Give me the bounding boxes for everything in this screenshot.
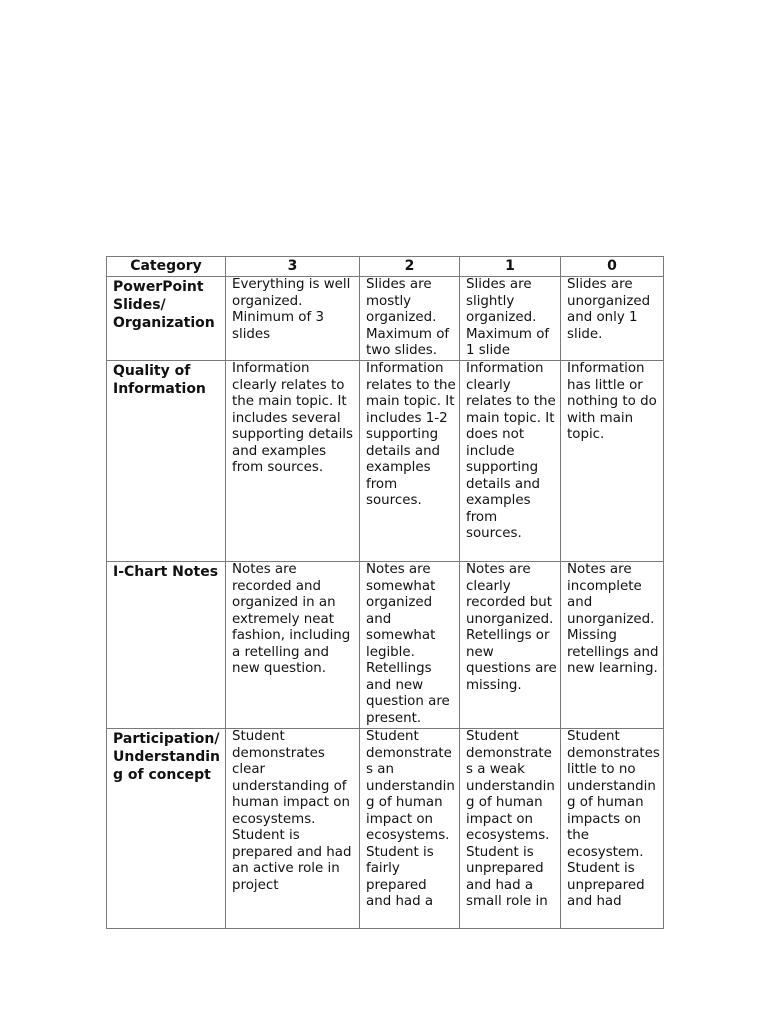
score-1-cell: Student demonstrates a weak understanding of human impact on ecosystems. Student is unprepared and had a small role in [460,729,561,929]
score-3-cell: Information clearly relates to the main topic. It includes several supporting details and examples from sources. [226,361,360,562]
category-cell: Participation/ Understanding of concept [107,729,226,929]
score-2-cell: Notes are somewhat organized and somewhat legible. Retellings and new question are present. [360,562,460,729]
score-0-cell: Notes are incomplete and unorganized. Missing retellings and new learning. [561,562,664,729]
score-1-cell: Notes are clearly recorded but unorganized. Retellings or new questions are missing. [460,562,561,729]
score-0-cell: Slides are unorganized and only 1 slide. [561,277,664,361]
score-3-cell: Notes are recorded and organized in an extremely neat fashion, including a retelling and new question. [226,562,360,729]
category-cell: Quality of Information [107,361,226,562]
header-category: Category [107,257,226,277]
score-3-cell: Student demonstrates clear understanding of human impact on ecosystems. Student is prepared and had an active role in project [226,729,360,929]
category-cell: PowerPoint Slides/ Organization [107,277,226,361]
header-score-1: 1 [460,257,561,277]
table-row [107,562,664,729]
table-row [107,277,664,361]
header-row [107,257,664,277]
score-2-cell: Slides are mostly organized. Maximum of two slides. [360,277,460,361]
score-1-cell: Information clearly relates to the main topic. It does not include supporting details and examples from sources. [460,361,561,562]
score-0-cell: Student demonstrates little to no understanding of human impacts on the ecosystem. Student is unprepared and had [561,729,664,929]
header-score-3: 3 [226,257,360,277]
score-3-cell: Everything is well organized. Minimum of 3 slides [226,277,360,361]
score-2-cell: Information relates to the main topic. It includes 1-2 supporting details and examples from sources. [360,361,460,562]
header-score-2: 2 [360,257,460,277]
score-0-cell: Information has little or nothing to do with main topic. [561,361,664,562]
category-cell: I-Chart Notes [107,562,226,729]
table-row [107,361,664,562]
rubric-table [106,256,664,929]
table-row [107,729,664,929]
score-1-cell: Slides are slightly organized. Maximum of 1 slide [460,277,561,361]
score-2-cell: Student demonstrates an understanding of human impact on ecosystems. Student is fairly prepared and had a [360,729,460,929]
header-score-0: 0 [561,257,664,277]
